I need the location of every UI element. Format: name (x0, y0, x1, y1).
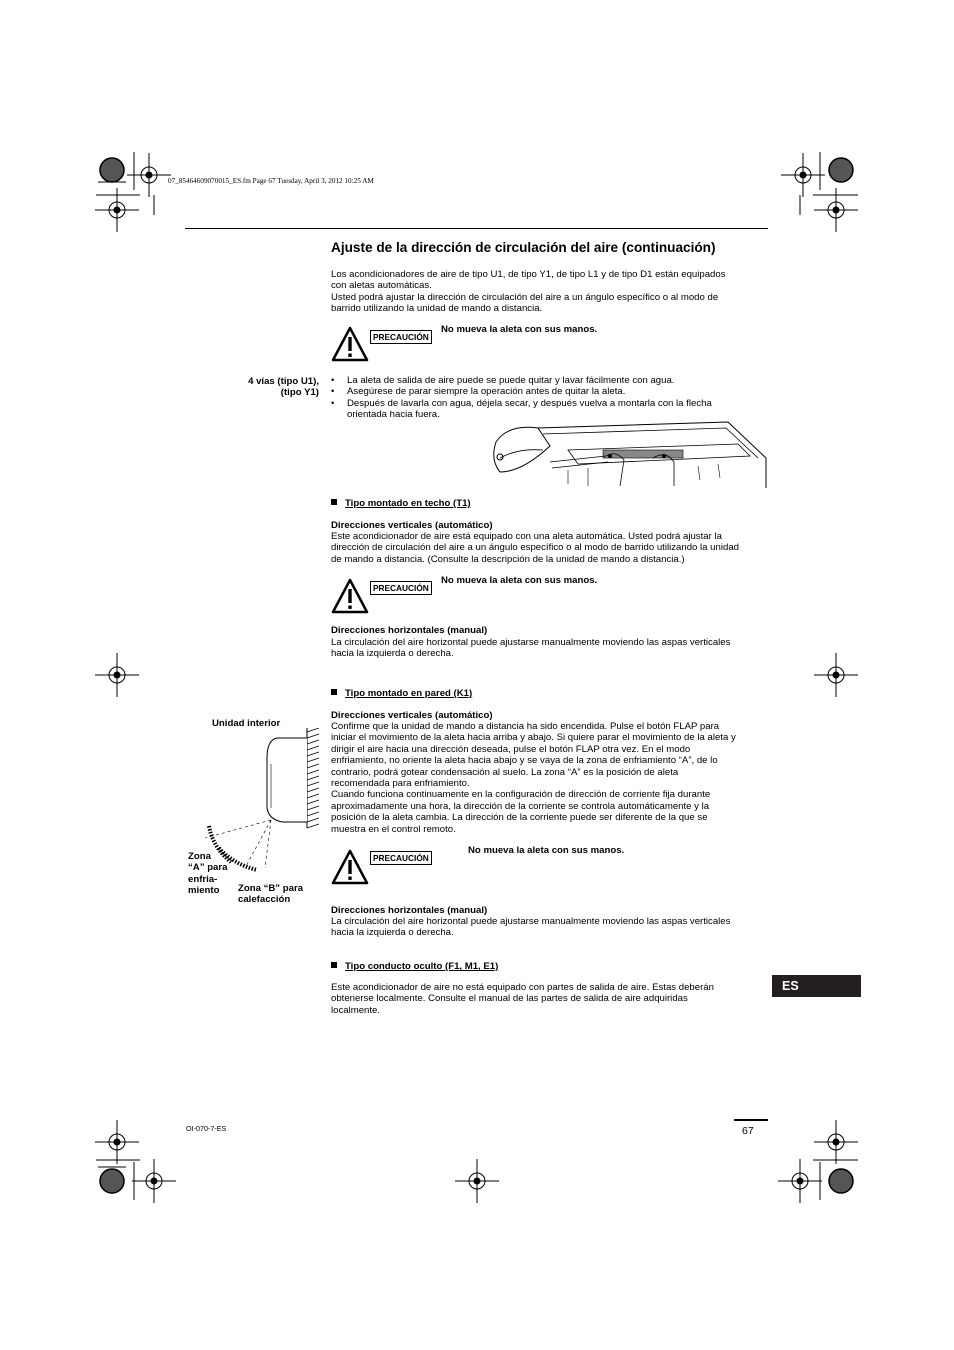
k1-line: muestra en el control remoto. (331, 823, 456, 835)
intro-line: Usted podrá ajustar la dirección de circulación del aire a un ángulo específico o al modo de (331, 291, 719, 303)
section-heading-k1 (331, 688, 472, 699)
four-way-bullets (331, 375, 771, 421)
bullet-text: La aleta de salida de aire puede se puede quitar y lavar fácilmente con agua. (347, 375, 675, 386)
caution-label: PRECAUCIÓN (370, 851, 432, 865)
zone-b-line: Zona “B” para (238, 883, 304, 894)
section-heading-t1-text: Tipo montado en techo (T1) (345, 498, 471, 509)
k1-line: posición de la aleta cambia. La dirección de la corriente puede ser diferente de la que se (331, 812, 708, 824)
document-code: OI-070-7-ES (186, 1124, 227, 1133)
k1-vertical-heading: Direcciones verticales (automático) (331, 710, 493, 721)
square-bullet-icon (331, 689, 337, 695)
footer-rule (734, 1119, 768, 1121)
intro-line: con aletas automáticas. (331, 280, 432, 292)
language-tab (772, 975, 861, 997)
bullet-text: orientada hacia fuera. (347, 409, 440, 421)
zone-a-line: “A” para (188, 862, 228, 874)
fig-zone-b-label (238, 883, 303, 906)
k1-horizontal-text (331, 916, 730, 939)
k1-line: dirigir el aire hacia una dirección deseada, pulse el botón FLAP otra vez. En el modo (331, 743, 691, 755)
duct-line: obtenerse localmente. Consulte el manual de las partes de salida de aire adquiridas (331, 993, 688, 1005)
list-item (331, 375, 771, 386)
four-way-label-line: 4 vías (tipo U1), (248, 376, 319, 387)
k1-vertical-text (331, 721, 771, 835)
t1-horizontal-heading: Direcciones horizontales (manual) (331, 625, 488, 636)
section-heading-duct-text: Tipo conducto oculto (F1, M1, E1) (345, 961, 499, 972)
intro-line: Los acondicionadores de aire de tipo U1, de tipo Y1, de tipo L1 y de tipo D1 están equipados (331, 269, 726, 280)
duct-line: localmente. (331, 1004, 381, 1016)
k1-line: contrario, podrá gotear condensación al suelo. La zona “A” es la posición de aleta (331, 766, 679, 778)
t1-vertical-line: Este acondicionador de aire está equipado con una aleta automática. Usted podrá ajustar la (331, 531, 722, 542)
warning-triangle-icon (331, 577, 369, 615)
top-rule (185, 228, 768, 229)
t1-horizontal-text (331, 637, 730, 660)
t1-horizontal-line: hacia la izquierda o derecha. (331, 648, 454, 660)
zone-a-line: enfria- (188, 873, 218, 885)
caution-label: PRECAUCIÓN (370, 330, 432, 344)
four-way-label (200, 376, 319, 399)
t1-vertical-line: de mando a distancia. (Consulte la descripción de la unidad de mando a distancia.) (331, 553, 685, 565)
list-item (331, 386, 771, 397)
zone-b-line: calefacción (238, 894, 291, 906)
k1-line: Confirme que la unidad de mando a distancia ha sido encendida. Pulse el botón FLAP para (331, 721, 720, 732)
k1-horizontal-line: La circulación del aire horizontal puede ajustarse manualmente moviendo las aspas verticales (331, 916, 731, 927)
list-item (331, 398, 771, 421)
bullet-text: Asegúrese de parar siempre la operación antes de quitar la aleta. (347, 386, 626, 398)
intro-line: barrido utilizando la unidad de mando a distancia. (331, 303, 543, 315)
duct-line: Este acondicionador de aire no está equipado con partes de salida de aire. Estas deberán (331, 982, 714, 993)
caution-text: No mueva la aleta con sus manos. (468, 845, 625, 856)
caution-text: No mueva la aleta con sus manos. (441, 324, 598, 335)
k1-line: Cuando funciona continuamente en la configuración de dirección de corriente fija durante (331, 789, 711, 801)
language-tab-label: ES (782, 979, 799, 993)
section-heading-t1 (331, 498, 471, 509)
file-info-header: 07_85464609070015_ES.fm Page 67 Tuesday, April 3, 2012 10:25 AM (168, 177, 374, 185)
caution-label: PRECAUCIÓN (370, 581, 432, 595)
bullet-text: Después de lavarla con agua, déjela secar, y después vuelva a montarla con la flecha (347, 397, 712, 409)
fig-zone-a-label (188, 851, 227, 897)
square-bullet-icon (331, 962, 337, 968)
page-title: Ajuste de la dirección de circulación del aire (continuación) (331, 240, 716, 255)
k1-horizontal-heading: Direcciones horizontales (manual) (331, 905, 488, 916)
k1-line: aproximadamente una hora, la dirección de la corriente se controla automáticamente y la (331, 800, 710, 812)
t1-vertical-text (331, 531, 739, 565)
t1-horizontal-line: La circulación del aire horizontal puede ajustarse manualmente moviendo las aspas verticales (331, 637, 731, 648)
square-bullet-icon (331, 499, 337, 505)
k1-line: iniciar el movimiento de la aleta hacia arriba y abajo. Si quiere parar el movimiento de la aleta y (331, 732, 736, 744)
fig-indoor-unit-label: Unidad interior (212, 718, 281, 729)
section-heading-k1-text: Tipo montado en pared (K1) (345, 688, 473, 699)
ceiling-flap-illustration (488, 420, 770, 492)
section-heading-duct (331, 961, 498, 972)
warning-triangle-icon (331, 325, 369, 363)
caution-text: No mueva la aleta con sus manos. (441, 575, 598, 586)
page-number: 67 (742, 1125, 754, 1137)
four-way-label-line: (tipo Y1) (280, 387, 319, 399)
intro-text (331, 269, 726, 315)
k1-line: recomendada para enfriamiento. (331, 778, 470, 790)
k1-horizontal-line: hacia la izquierda o derecha. (331, 927, 454, 939)
zone-a-line: Zona (188, 851, 211, 862)
k1-line: enfriamiento, no oriente la aleta hacia abajo y se vaya de la zona de enfriamiento “A”, de lo (331, 755, 718, 767)
zone-a-line: miento (188, 885, 220, 897)
t1-vertical-line: dirección de circulación del aire a un ángulo específico o al modo de barrido utilizando la unidad (331, 542, 739, 554)
t1-vertical-heading: Direcciones verticales (automático) (331, 520, 493, 531)
duct-text (331, 982, 714, 1016)
warning-triangle-icon (331, 848, 369, 886)
